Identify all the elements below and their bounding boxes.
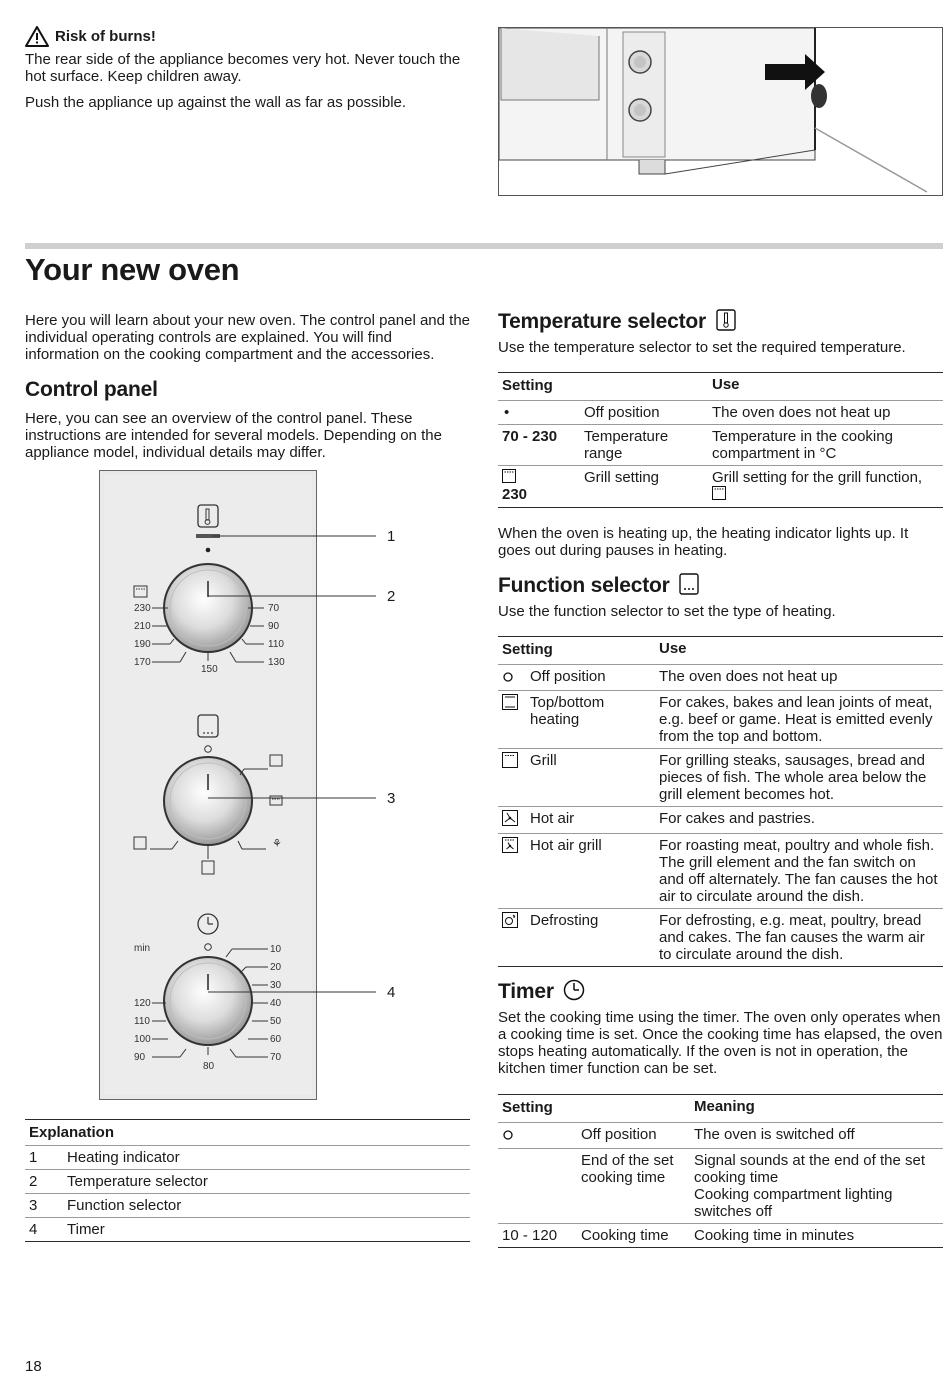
page-number: 18 xyxy=(25,1358,42,1375)
timer-table xyxy=(498,1094,943,1248)
control-panel-text: Here, you can see an overview of the control panel. These instructions are intended for several models. Depending on the appliance model, individual details may differ. xyxy=(25,410,442,461)
oven-wall-illustration xyxy=(498,27,943,196)
grill-icon xyxy=(502,752,518,768)
off-circle-icon xyxy=(502,671,514,683)
timer-title xyxy=(498,979,585,1005)
grill-icon xyxy=(502,469,516,483)
temp-label: 90 xyxy=(268,621,280,632)
timer-meaning: Signal sounds at the end of the set cooking time Cooking compartment lighting switches off xyxy=(690,1149,943,1224)
temp-use: The oven does not heat up xyxy=(708,401,943,425)
temp-label: 110 xyxy=(268,639,284,650)
temp-label: 150 xyxy=(201,664,218,675)
timer-name: End of the set cooking time xyxy=(577,1149,690,1224)
explanation-label: Heating indicator xyxy=(63,1146,470,1170)
timer-meaning: The oven is switched off xyxy=(690,1123,943,1149)
timer-label: 100 xyxy=(134,1034,151,1045)
temp-name: Temperature range xyxy=(580,425,708,466)
defrost-icon xyxy=(502,912,518,928)
function-selector-title xyxy=(498,573,699,599)
explanation-num: 3 xyxy=(25,1194,63,1218)
function-selector-title-text: Function selector xyxy=(498,574,670,597)
section-divider xyxy=(25,243,943,249)
explanation-header: Explanation xyxy=(25,1120,470,1146)
timer-label: 60 xyxy=(270,1034,282,1045)
timer-name: Cooking time xyxy=(577,1224,690,1248)
timer-header-setting: Setting xyxy=(498,1095,577,1123)
timer-label: 80 xyxy=(203,1061,215,1072)
func-name: Off position xyxy=(526,665,655,691)
heating-indicator-note: When the oven is heating up, the heating indicator lights up. It goes out during pauses in heating. xyxy=(498,525,909,559)
temperature-selector-title xyxy=(498,309,736,335)
timer-meaning: Cooking time in minutes xyxy=(690,1224,943,1248)
warning-block xyxy=(25,26,475,111)
func-use: For cakes and pastries. xyxy=(655,807,943,834)
hot-air-grill-icon xyxy=(502,837,518,853)
timer-label: 110 xyxy=(134,1016,150,1027)
timer-label: 10 xyxy=(270,944,282,955)
temp-setting: 70 - 230 xyxy=(498,425,580,466)
callout-3: 3 xyxy=(387,790,396,807)
explanation-num: 4 xyxy=(25,1218,63,1242)
timer-min-label: min xyxy=(134,943,151,954)
thermometer-icon xyxy=(716,309,736,331)
temp-use: Grill setting for the grill function, xyxy=(712,469,923,486)
clock-icon xyxy=(563,979,585,1001)
func-name: Defrosting xyxy=(526,909,655,967)
temp-setting: 230 xyxy=(502,486,528,503)
intro-text: Here you will learn about your new oven. The control panel and the individual operating controls are explained. You will find information on the cooking compartment and the accessories. xyxy=(25,312,470,363)
callout-4: 4 xyxy=(387,984,396,1001)
warning-instruction: Push the appliance up against the wall as far as possible. xyxy=(25,94,407,111)
explanation-num: 2 xyxy=(25,1170,63,1194)
temp-label: 190 xyxy=(134,639,151,650)
hot-air-small-icon: ⚘ xyxy=(272,838,282,850)
func-name: Top/bottom heating xyxy=(526,691,655,749)
func-use: The oven does not heat up xyxy=(655,665,943,691)
func-use: For grilling steaks, sausages, bread and pieces of fish. The whole area below the grill element becomes hot. xyxy=(655,749,943,807)
temperature-selector-text: Use the temperature selector to set the required temperature. xyxy=(498,339,906,356)
timer-label: 50 xyxy=(270,1016,282,1027)
timer-setting xyxy=(498,1149,577,1224)
explanation-label: Function selector xyxy=(63,1194,470,1218)
function-table xyxy=(498,636,943,967)
func-name: Grill xyxy=(526,749,655,807)
temp-header-use: Use xyxy=(708,373,943,401)
warning-triangle-icon xyxy=(25,26,49,47)
temperature-table xyxy=(498,372,943,508)
temp-label: 210 xyxy=(134,621,151,632)
func-use: For cakes, bakes and lean joints of meat, e.g. beef or game. Heat is emitted evenly from the top and bottom. xyxy=(655,691,943,749)
top-bottom-heat-icon xyxy=(502,694,518,710)
timer-label: 40 xyxy=(270,998,282,1009)
temp-label: 130 xyxy=(268,657,285,668)
temp-use: Temperature in the cooking compartment in °C xyxy=(708,425,943,466)
function-icon xyxy=(679,573,699,595)
timer-setting: 10 - 120 xyxy=(498,1224,577,1248)
func-use: For defrosting, e.g. meat, poultry, bread and cakes. The fan causes the warm air to circulate around the dish. xyxy=(655,909,943,967)
function-selector-text: Use the function selector to set the type of heating. xyxy=(498,603,836,620)
func-header-use: Use xyxy=(655,637,943,665)
temp-label: 70 xyxy=(268,603,280,614)
callout-2: 2 xyxy=(387,588,396,605)
func-name: Hot air grill xyxy=(526,834,655,909)
temp-header-setting: Setting xyxy=(498,373,580,401)
warning-title: Risk of burns! xyxy=(55,28,156,45)
explanation-table xyxy=(25,1119,470,1242)
callout-1: 1 xyxy=(387,528,396,545)
timer-title-text: Timer xyxy=(498,980,554,1003)
timer-header-meaning: Meaning xyxy=(690,1095,943,1123)
off-circle-icon xyxy=(502,1129,514,1141)
explanation-label: Temperature selector xyxy=(63,1170,470,1194)
func-header-setting: Setting xyxy=(498,637,655,665)
temperature-selector-title-text: Temperature selector xyxy=(498,310,707,333)
explanation-label: Timer xyxy=(63,1218,470,1242)
section-title: Your new oven xyxy=(25,252,240,287)
timer-text: Set the cooking time using the timer. The oven only operates when a cooking time is set. Once the cooking time has elapsed, the oven stops heating automatically. If the oven is not in operation, the kitchen timer function can be set. xyxy=(498,1009,943,1077)
func-name: Hot air xyxy=(526,807,655,834)
timer-label: 30 xyxy=(270,980,282,991)
grill-icon xyxy=(712,486,726,500)
func-use: For roasting meat, poultry and whole fish. The grill element and the fan switch on and off alternately. The fan causes the hot air to circulate around the dish. xyxy=(655,834,943,909)
temp-label: 230 xyxy=(134,603,151,614)
temp-name: Grill setting xyxy=(580,466,708,508)
temp-name: Off position xyxy=(580,401,708,425)
temp-setting: • xyxy=(498,401,580,425)
control-panel-title: Control panel xyxy=(25,378,158,401)
warning-text: The rear side of the appliance becomes very hot. Never touch the hot surface. Keep children away. xyxy=(25,51,461,85)
timer-label: 70 xyxy=(270,1052,282,1063)
temp-label: 170 xyxy=(134,657,151,668)
explanation-num: 1 xyxy=(25,1146,63,1170)
timer-name: Off position xyxy=(577,1123,690,1149)
hot-air-icon xyxy=(502,810,518,826)
timer-label: 20 xyxy=(270,962,282,973)
timer-label: 120 xyxy=(134,998,151,1009)
timer-label: 90 xyxy=(134,1052,146,1063)
